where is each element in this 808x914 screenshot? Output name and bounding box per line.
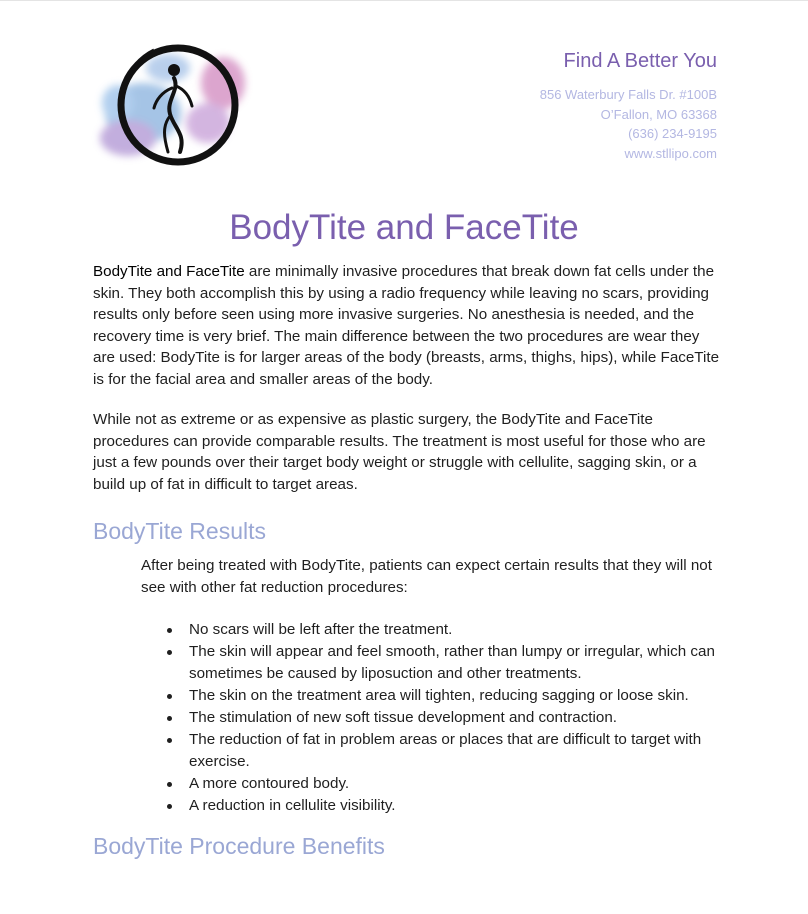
results-heading: BodyTite Results <box>93 518 266 544</box>
list-item <box>141 795 726 817</box>
brand-name: Find A Better You <box>563 50 717 72</box>
list-item <box>141 685 726 707</box>
page-title: BodyTite and FaceTite <box>229 208 579 247</box>
bullet-icon <box>167 716 172 721</box>
list-item-text: No scars will be left after the treatment. <box>189 621 453 638</box>
list-item-text: The skin on the treatment area will tighten, reducing sagging or loose skin. <box>189 687 689 704</box>
address-line-1: 856 Waterbury Falls Dr. #100B <box>539 87 717 102</box>
bullet-icon <box>167 694 172 699</box>
phone-number: (636) 234-9195 <box>628 126 717 141</box>
second-paragraph: While not as extreme or as expensive as plastic surgery, the BodyTite and FaceTite procedures can provide comparable results. The treatment is most useful for those who are just a few pounds over their target body weight or struggle with cellulite, sagging skin, or a build up of fat in difficult to target areas. <box>93 411 706 493</box>
list-item <box>141 773 726 795</box>
intro-lead: BodyTite and FaceTite <box>93 263 245 280</box>
results-intro: After being treated with BodyTite, patients can expect certain results that they will not see with other fat reduction procedures: <box>141 557 712 596</box>
list-item-text: A more contoured body. <box>189 775 350 792</box>
list-item-text: The stimulation of new soft tissue development and contraction. <box>189 709 618 726</box>
list-item-text: The reduction of fat in problem areas or places that are difficult to target with exercise. <box>189 731 702 770</box>
list-item <box>141 729 726 773</box>
bullet-icon <box>167 738 172 743</box>
list-item-text: A reduction in cellulite visibility. <box>189 797 396 814</box>
address-line-2: O’Fallon, MO 63368 <box>600 106 717 122</box>
list-item <box>141 707 726 729</box>
list-item <box>141 641 726 685</box>
bullet-icon <box>167 650 172 655</box>
list-item-text: The skin will appear and feel smooth, rather than lumpy or irregular, which can sometimes be caused by liposuction and other treatments. <box>189 643 715 682</box>
benefits-heading: BodyTite Procedure Benefits <box>93 833 385 859</box>
results-list <box>141 619 726 817</box>
intro-paragraph <box>93 261 723 390</box>
figure-in-circle-logo-icon <box>88 28 253 173</box>
bullet-icon <box>167 628 172 633</box>
bullet-icon <box>167 782 172 787</box>
website-link[interactable]: www.stllipo.com <box>624 145 717 161</box>
intro-rest: are minimally invasive procedures that break down fat cells under the skin. They both accomplish this by using a radio frequency while leaving no scars, providing results only before seen using more invasive surgeries. No anesthesia is needed, and the recovery time is very brief. The main difference between the two procedures are wear they are used: BodyTite is for larger areas of the body (breasts, arms, thighs, hips), while FaceTite is for the facial area and smaller areas of the body. <box>93 263 720 388</box>
letterhead-contact <box>540 50 717 163</box>
list-item <box>141 619 726 641</box>
bullet-icon <box>167 804 172 809</box>
page-top-border <box>0 0 808 1</box>
